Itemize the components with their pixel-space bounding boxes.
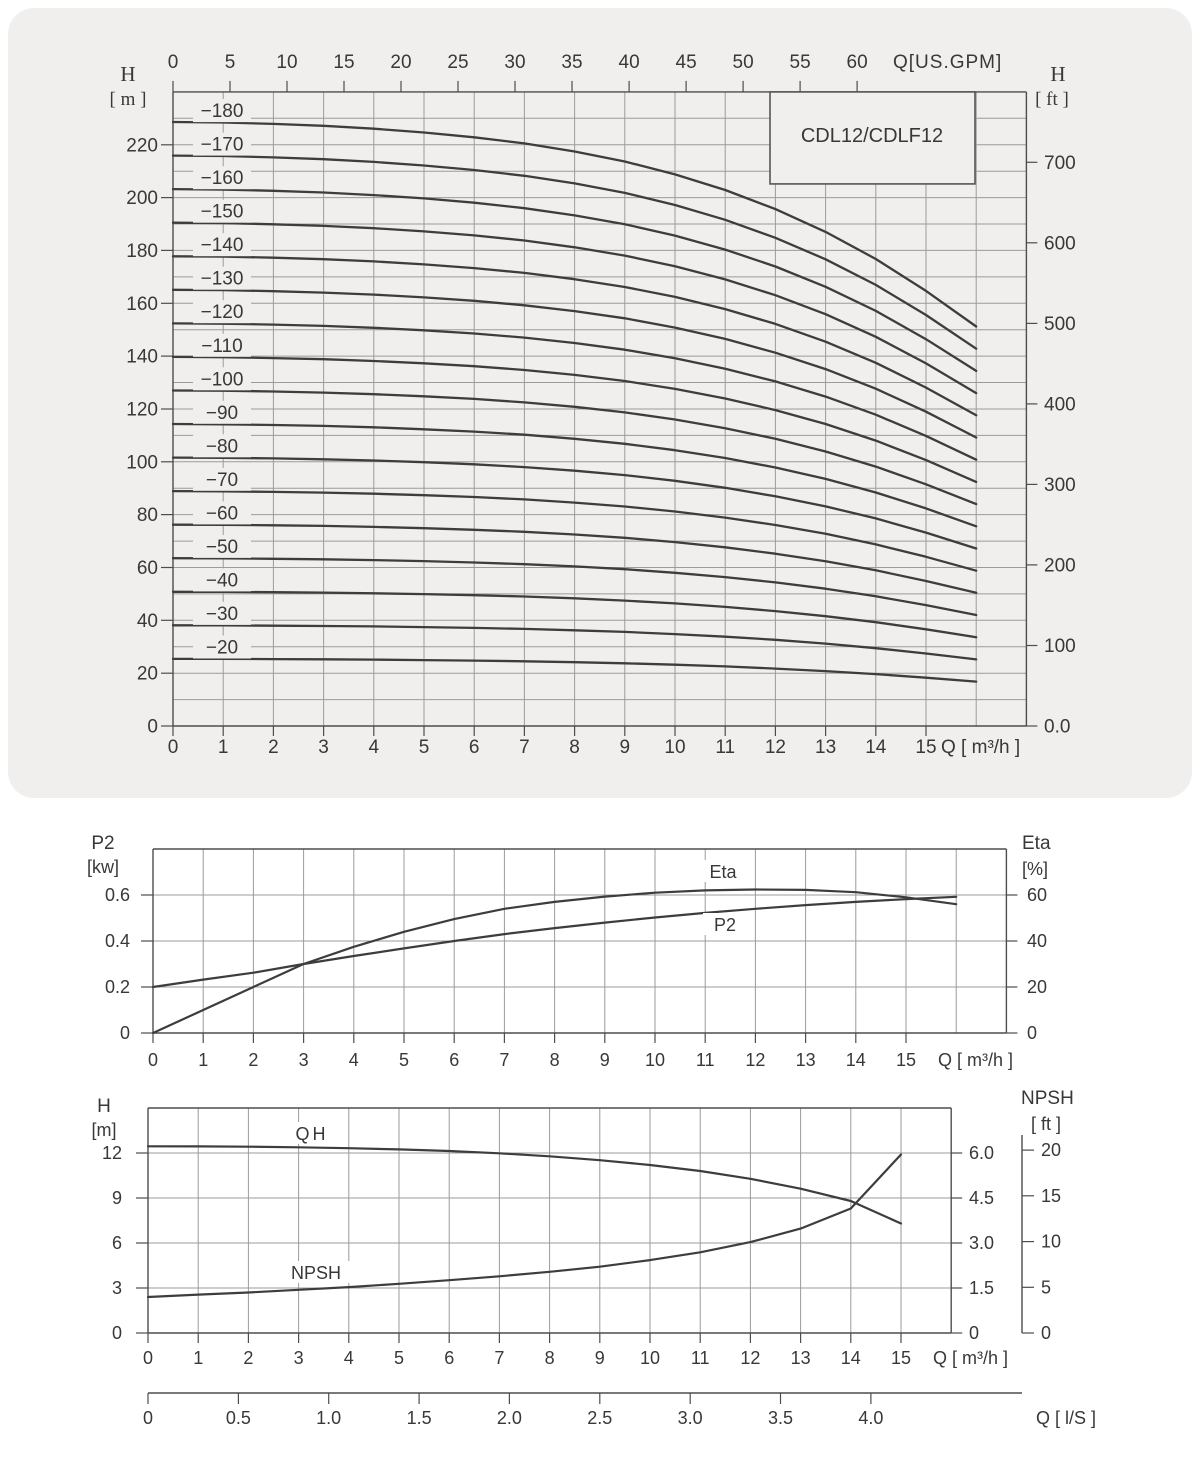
y-left-tick-label: 0.6 [104,885,130,905]
x-bottom-tick-label: 13 [815,737,837,758]
x-tick-label: 15 [890,1348,912,1368]
y-left-tick-label: 0 [147,716,158,738]
stage-label: −60 [205,503,239,525]
ls-tick-label: 1.0 [316,1408,342,1428]
ls-tick-label: 0 [142,1408,154,1428]
x-top-tick-label: 20 [390,52,412,73]
x-bottom-tick-label: 5 [418,737,430,758]
ls-tick-label: 0.5 [225,1408,251,1428]
y-inner-tick-label: 1.5 [969,1278,995,1298]
y-ft-header-unit: [ ft ] [1031,1114,1062,1134]
y-left-tick-label: 100 [126,452,158,474]
curve-npsh [148,1155,901,1298]
x-tick-label: 6 [449,1050,460,1070]
y-right-tick-label: 60 [1027,885,1048,905]
y-left-tick-label: 0 [111,1323,122,1343]
x-top-tick-label: 5 [224,52,236,73]
qh-curve-label: QH [295,1124,329,1144]
x-tick-label: 7 [499,1050,510,1070]
stage-label: −170 [200,134,244,156]
x-tick-label: 1 [193,1348,204,1368]
x-tick-label: 6 [444,1348,455,1368]
y-right-header: Eta [1022,833,1051,854]
x-axis-title: Q [ m³/h ] [933,1348,1009,1368]
y-left-tick-label: 120 [126,399,158,421]
stage-label: −70 [205,469,239,491]
y-ft-header: NPSH [1021,1088,1074,1109]
x-tick-label: 8 [549,1050,560,1070]
y-left-tick-label: 12 [101,1143,122,1163]
x-bottom-tick-label: 6 [468,737,480,758]
stage-label: −180 [200,101,244,123]
x-tick-label: 11 [695,1050,715,1070]
y-right-tick-label: 0 [1027,1023,1038,1043]
x-bottom-tick-label: 1 [217,737,229,758]
x-tick-label: 4 [343,1348,354,1368]
x-tick-label: 5 [398,1050,410,1070]
stage-label: −110 [201,335,243,357]
x-tick-label: 10 [639,1348,661,1368]
x-bottom-tick-label: 15 [915,737,937,758]
x-axis-title: Q [ m³/h ] [938,1050,1014,1070]
x-tick-label: 10 [644,1050,666,1070]
x-top-axis-title: Q[US.GPM] [893,52,1003,73]
stage-label: −80 [205,436,239,458]
y-right-tick-label: 0.0 [1044,716,1071,738]
y-left-tick-label: 0.2 [104,977,130,997]
stage-label: −50 [205,536,239,558]
y-left-tick-label: 9 [111,1188,122,1208]
y-inner-tick-label: 3.0 [969,1233,995,1253]
x-tick-label: 2 [243,1348,254,1368]
x-tick-label: 13 [790,1348,811,1368]
x-tick-label: 14 [840,1348,861,1368]
x-top-tick-label: 60 [846,52,868,73]
y-ft-tick-label: 15 [1041,1185,1062,1206]
x-tick-label: 9 [594,1348,605,1368]
y-right-header-unit: [ ft ] [1035,89,1069,110]
y-right-tick-label: 300 [1044,474,1076,496]
y-right-tick-label: 400 [1044,394,1076,416]
y-inner-tick-label: 4.5 [969,1188,995,1208]
stage-label: −30 [205,603,239,625]
x-top-tick-label: 15 [333,52,355,73]
y-left-tick-label: 6 [111,1233,122,1253]
chart-npsh [92,1088,1097,1428]
x-top-tick-label: 40 [618,52,640,73]
x-tick-label: 4 [348,1050,359,1070]
x-bottom-tick-label: 2 [268,737,279,758]
y-left-tick-label: 140 [126,346,158,368]
y-ft-tick-label: 0 [1041,1323,1052,1343]
y-left-tick-label: 0.4 [104,931,130,951]
y-left-header-unit: [ m ] [109,89,147,110]
y-left-tick-label: 180 [126,240,158,262]
x-bottom-tick-label: 10 [664,737,686,758]
stage-label: −130 [200,268,244,290]
ls-tick-label: 2.0 [496,1408,522,1428]
x-tick-label: 5 [393,1348,405,1368]
y-left-tick-label: 200 [126,188,158,210]
stage-label: −150 [200,201,244,223]
ls-axis-title: Q [ l/S ] [1036,1408,1097,1428]
y-right-header: H [1050,62,1066,86]
x-top-tick-label: 30 [504,52,526,73]
stage-label: −90 [205,402,239,424]
stage-label: −40 [205,570,239,592]
y-left-tick-label: 60 [136,558,158,579]
npsh-curve-label: NPSH [290,1263,342,1283]
x-bottom-tick-label: 8 [569,737,580,758]
x-tick-label: 0 [147,1050,159,1070]
x-bottom-tick-label: 4 [368,737,380,758]
y-left-tick-label: 40 [136,610,158,632]
x-tick-label: 7 [494,1348,505,1368]
y-right-tick-label: 200 [1044,555,1076,577]
ls-tick-label: 2.5 [587,1408,613,1428]
p2-curve-label: P2 [713,915,737,935]
chart-power [87,833,1051,1070]
x-tick-label: 11 [690,1348,710,1368]
y-left-tick-label: 0 [119,1023,130,1043]
y-ft-tick-label: 5 [1041,1277,1052,1298]
y-left-tick-label: 3 [111,1278,122,1298]
x-bottom-tick-label: 11 [715,737,736,758]
y-inner-tick-label: 6.0 [969,1143,995,1163]
main-chart-panel [8,8,1192,798]
x-tick-label: 13 [795,1050,816,1070]
y-right-header-unit: [%] [1022,859,1049,879]
curve-qh [148,1146,901,1223]
x-bottom-tick-label: 7 [519,737,530,758]
x-bottom-tick-label: 14 [865,737,887,758]
x-tick-label: 9 [599,1050,610,1070]
x-tick-label: 8 [544,1348,555,1368]
x-tick-label: 14 [845,1050,866,1070]
y-right-tick-label: 700 [1044,152,1076,174]
stage-label: −120 [200,302,244,324]
y-right-tick-label: 100 [1044,636,1076,657]
y-left-tick-label: 20 [136,663,158,685]
y-right-tick-label: 40 [1027,931,1048,951]
x-top-tick-label: 45 [675,52,697,73]
x-top-tick-label: 55 [789,52,811,73]
x-tick-label: 2 [248,1050,259,1070]
stage-label: −140 [200,235,244,257]
x-tick-label: 12 [745,1050,766,1070]
model-label: CDL12/CDLF12 [800,125,944,147]
x-tick-label: 3 [298,1050,309,1070]
x-bottom-axis-title: Q [ m³/h ] [941,737,1021,758]
y-left-header-unit: [m] [91,1120,117,1140]
y-right-tick-label: 20 [1027,977,1048,997]
x-bottom-tick-label: 0 [167,737,179,758]
x-top-tick-label: 25 [447,52,469,73]
x-bottom-tick-label: 9 [619,737,631,758]
y-left-header: P2 [91,833,115,854]
y-right-tick-label: 500 [1044,313,1076,335]
ls-tick-label: 4.0 [858,1408,884,1428]
x-bottom-tick-label: 12 [764,737,786,758]
x-top-tick-label: 35 [561,52,583,73]
y-left-tick-label: 80 [136,505,158,527]
y-left-tick-label: 160 [126,293,158,315]
y-ft-tick-label: 20 [1041,1140,1062,1161]
ls-tick-label: 3.0 [677,1408,703,1428]
y-left-header-unit: [kw] [86,857,120,877]
x-tick-label: 12 [740,1348,761,1368]
y-left-tick-label: 220 [126,135,158,157]
stage-label: −160 [200,168,244,190]
x-tick-label: 15 [895,1050,917,1070]
y-right-tick-label: 600 [1044,233,1076,255]
stage-label: −100 [200,369,244,391]
eta-curve-label: Eta [709,862,737,882]
ls-tick-label: 3.5 [767,1408,794,1428]
y-inner-tick-label: 0 [969,1323,980,1343]
x-tick-label: 0 [142,1348,154,1368]
y-ft-tick-label: 10 [1041,1231,1062,1252]
x-tick-label: 3 [293,1348,304,1368]
y-left-header: H [120,62,136,86]
ls-tick-label: 1.5 [406,1408,432,1428]
x-bottom-tick-label: 3 [318,737,329,758]
x-top-tick-label: 10 [276,52,298,73]
x-tick-label: 1 [198,1050,209,1070]
x-top-tick-label: 50 [732,52,754,73]
y-left-header: H [97,1096,111,1117]
x-top-tick-label: 0 [167,52,179,73]
stage-label: −20 [205,637,239,659]
